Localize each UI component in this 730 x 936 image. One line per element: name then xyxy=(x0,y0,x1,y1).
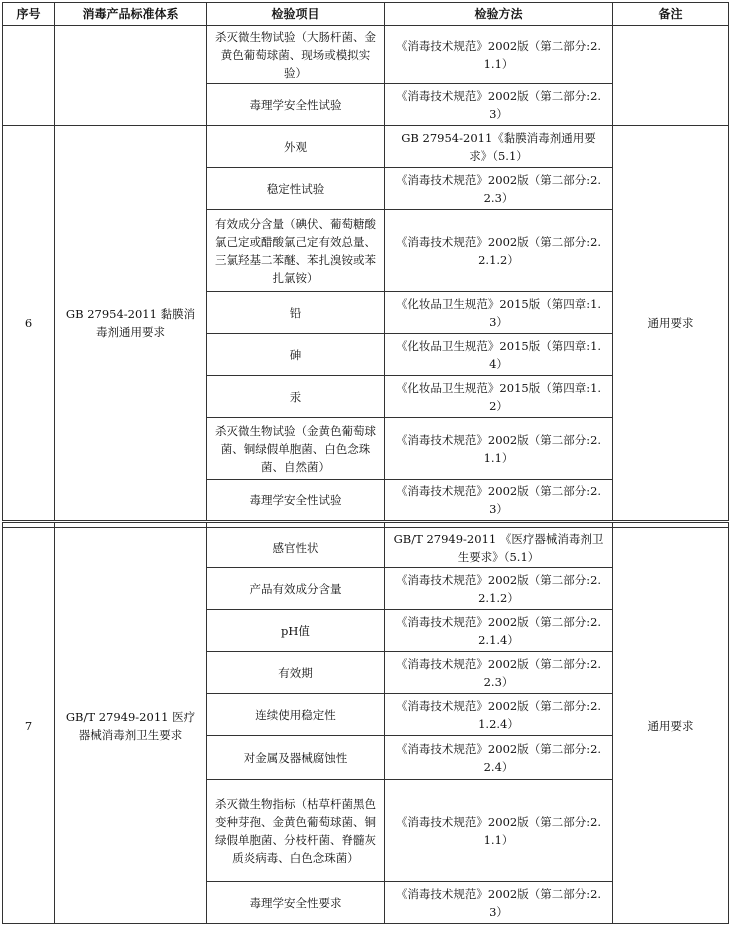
note-cell: 通用要求 xyxy=(613,528,729,924)
method-cell: 《化妆品卫生规范》2015版（第四章:1.2） xyxy=(385,376,613,418)
seq-cell xyxy=(3,26,55,126)
item-cell: 毒理学安全性试验 xyxy=(207,84,385,126)
item-cell: 对金属及器械腐蚀性 xyxy=(207,736,385,780)
method-cell: 《消毒技术规范》2002版（第二部分:2.3） xyxy=(385,84,613,126)
note-cell: 通用要求 xyxy=(613,126,729,522)
method-cell: 《化妆品卫生规范》2015版（第四章:1.4） xyxy=(385,334,613,376)
method-cell: 《化妆品卫生规范》2015版（第四章:1.3） xyxy=(385,292,613,334)
table-row xyxy=(3,528,729,568)
item-cell: 有效成分含量（碘伏、葡萄糖酸氯己定或醋酸氯己定有效总量、三氯羟基二苯醚、苯扎溴铵或苯扎氯铵） xyxy=(207,210,385,292)
header-item: 检验项目 xyxy=(207,3,385,26)
item-cell: 毒理学安全性要求 xyxy=(207,882,385,924)
method-cell: 《消毒技术规范》2002版（第二部分:2.2.4） xyxy=(385,736,613,780)
header-standard: 消毒产品标准体系 xyxy=(55,3,207,26)
header-row xyxy=(3,3,729,26)
item-cell: 有效期 xyxy=(207,652,385,694)
standard-cell: GB/T 27949-2011 医疗器械消毒剂卫生要求 xyxy=(55,528,207,924)
method-cell: 《消毒技术规范》2002版（第二部分:2.2.3） xyxy=(385,652,613,694)
header-method: 检验方法 xyxy=(385,3,613,26)
method-cell: 《消毒技术规范》2002版（第二部分:2.1.2.4） xyxy=(385,694,613,736)
item-cell: 砷 xyxy=(207,334,385,376)
item-cell: 产品有效成分含量 xyxy=(207,568,385,610)
item-cell: 稳定性试验 xyxy=(207,168,385,210)
method-cell: 《消毒技术规范》2002版（第二部分:2.3） xyxy=(385,882,613,924)
method-cell: GB/T 27949-2011 《医疗器械消毒剂卫生要求》（5.1） xyxy=(385,528,613,568)
method-cell: 《消毒技术规范》2002版（第二部分:2.1.1） xyxy=(385,780,613,882)
seq-cell: 7 xyxy=(3,528,55,924)
item-cell: 杀灭微生物试验（大肠杆菌、金黄色葡萄球菌、现场或模拟实验） xyxy=(207,26,385,84)
standards-table xyxy=(2,2,729,924)
method-cell: 《消毒技术规范》2002版（第二部分:2.2.1.2） xyxy=(385,210,613,292)
method-cell: 《消毒技术规范》2002版（第二部分:2.1.1） xyxy=(385,418,613,480)
method-cell: 《消毒技术规范》2002版（第二部分:2.1.1） xyxy=(385,26,613,84)
item-cell: 杀灭微生物试验（金黄色葡萄球菌、铜绿假单胞菌、白色念珠菌、自然菌） xyxy=(207,418,385,480)
item-cell: 汞 xyxy=(207,376,385,418)
header-seq: 序号 xyxy=(3,3,55,26)
method-cell: 《消毒技术规范》2002版（第二部分:2.2.1.2） xyxy=(385,568,613,610)
standard-cell: GB 27954-2011 黏膜消毒剂通用要求 xyxy=(55,126,207,522)
item-cell: 感官性状 xyxy=(207,528,385,568)
item-cell: 铅 xyxy=(207,292,385,334)
item-cell: 毒理学安全性试验 xyxy=(207,480,385,522)
item-cell: 杀灭微生物指标（枯草杆菌黑色变种芽孢、金黄色葡萄球菌、铜绿假单胞菌、分枝杆菌、脊髓灰质炎病毒、白色念珠菌） xyxy=(207,780,385,882)
method-cell: 《消毒技术规范》2002版（第二部分:2.2.1.4） xyxy=(385,610,613,652)
method-cell: 《消毒技术规范》2002版（第二部分:2.2.3） xyxy=(385,168,613,210)
item-cell: pH值 xyxy=(207,610,385,652)
method-cell: 《消毒技术规范》2002版（第二部分:2.3） xyxy=(385,480,613,522)
seq-cell: 6 xyxy=(3,126,55,522)
table-row xyxy=(3,26,729,84)
table-row xyxy=(3,126,729,168)
method-cell: GB 27954-2011《黏膜消毒剂通用要求》（5.1） xyxy=(385,126,613,168)
item-cell: 外观 xyxy=(207,126,385,168)
note-cell xyxy=(613,26,729,126)
item-cell: 连续使用稳定性 xyxy=(207,694,385,736)
header-note: 备注 xyxy=(613,3,729,26)
standard-cell xyxy=(55,26,207,126)
